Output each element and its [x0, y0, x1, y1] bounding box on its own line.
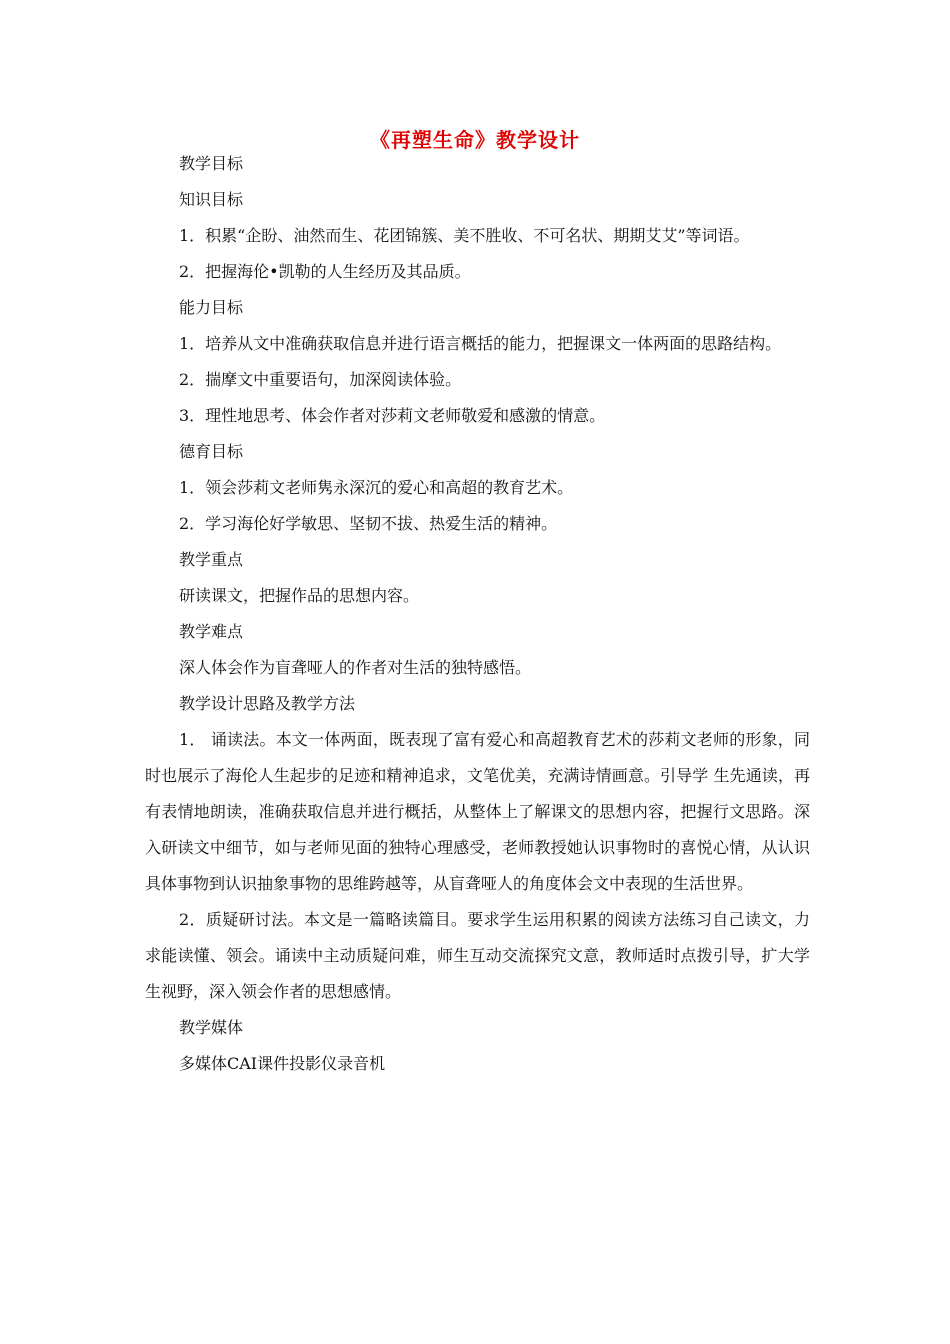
heading-difficulties: 教学难点 — [179, 622, 244, 641]
ability-goal-1: 1．培养从文中准确获取信息并进行语言概括的能力，把握课文一体两面的思路结构。 — [179, 334, 782, 353]
moral-goal-1: 1．领会莎莉文老师隽永深沉的爱心和高超的教育艺术。 — [179, 478, 574, 497]
moral-goal-2: 2．学习海伦好学敏思、坚韧不拔、热爱生活的精神。 — [179, 514, 558, 533]
difficulties-text: 深人体会作为盲聋哑人的作者对生活的独特感悟。 — [179, 658, 532, 677]
document-title: 《再塑生命》教学设计 — [370, 128, 580, 152]
knowledge-goal-1: 1．积累“企盼、油然而生、花团锦簇、美不胜收、不可名状、期期艾艾”等词语。 — [179, 226, 750, 245]
method-1-paragraph: 1． 诵读法。本文一体两面，既表现了富有爱心和高超教育艺术的莎莉文老师的形象，同时也展示了海伦人生起步的足迹和精神追求，文笔优美，充满诗情画意。引导学 生先通读，再有表情地朗读，准确获取信息并进行概括，从整体上了解课文的思想内容，把握行文思路。深入研读文中细节，如与老师见面的独特心理感受，老师教授她认识事物时的喜悦心情，从认识具体事物到认识抽象事物的思维跨越等，从盲聋哑人的角度体会文中表现的生活世界。 — [145, 730, 810, 893]
key-points-text: 研读课文，把握作品的思想内容。 — [179, 586, 420, 605]
heading-ability-goals: 能力目标 — [179, 298, 244, 317]
teaching-media-text: 多媒体CAI课件投影仪录音机 — [179, 1054, 386, 1073]
ability-goal-3: 3．理性地思考、体会作者对莎莉文老师敬爱和感激的情意。 — [179, 406, 606, 425]
heading-moral-goals: 德育目标 — [179, 442, 244, 461]
heading-teaching-goals: 教学目标 — [179, 154, 244, 173]
heading-key-points: 教学重点 — [179, 550, 244, 569]
ability-goal-2: 2．揣摩文中重要语句，加深阅读体验。 — [179, 370, 462, 389]
heading-design-methods: 教学设计思路及教学方法 — [179, 694, 356, 713]
knowledge-goal-2: 2．把握海伦•凯勒的人生经历及其品质。 — [179, 262, 471, 281]
document-body — [145, 146, 810, 1082]
method-2-paragraph: 2．质疑研讨法。本文是一篇略读篇目。要求学生运用积累的阅读方法练习自己读文，力求能读懂、领会。诵读中主动质疑问难，师生互动交流探究文意，教师适时点拨引导，扩大学生视野，深入领会作者的思想感情。 — [145, 910, 810, 1001]
heading-knowledge-goals: 知识目标 — [179, 190, 244, 209]
heading-teaching-media: 教学媒体 — [179, 1018, 244, 1037]
